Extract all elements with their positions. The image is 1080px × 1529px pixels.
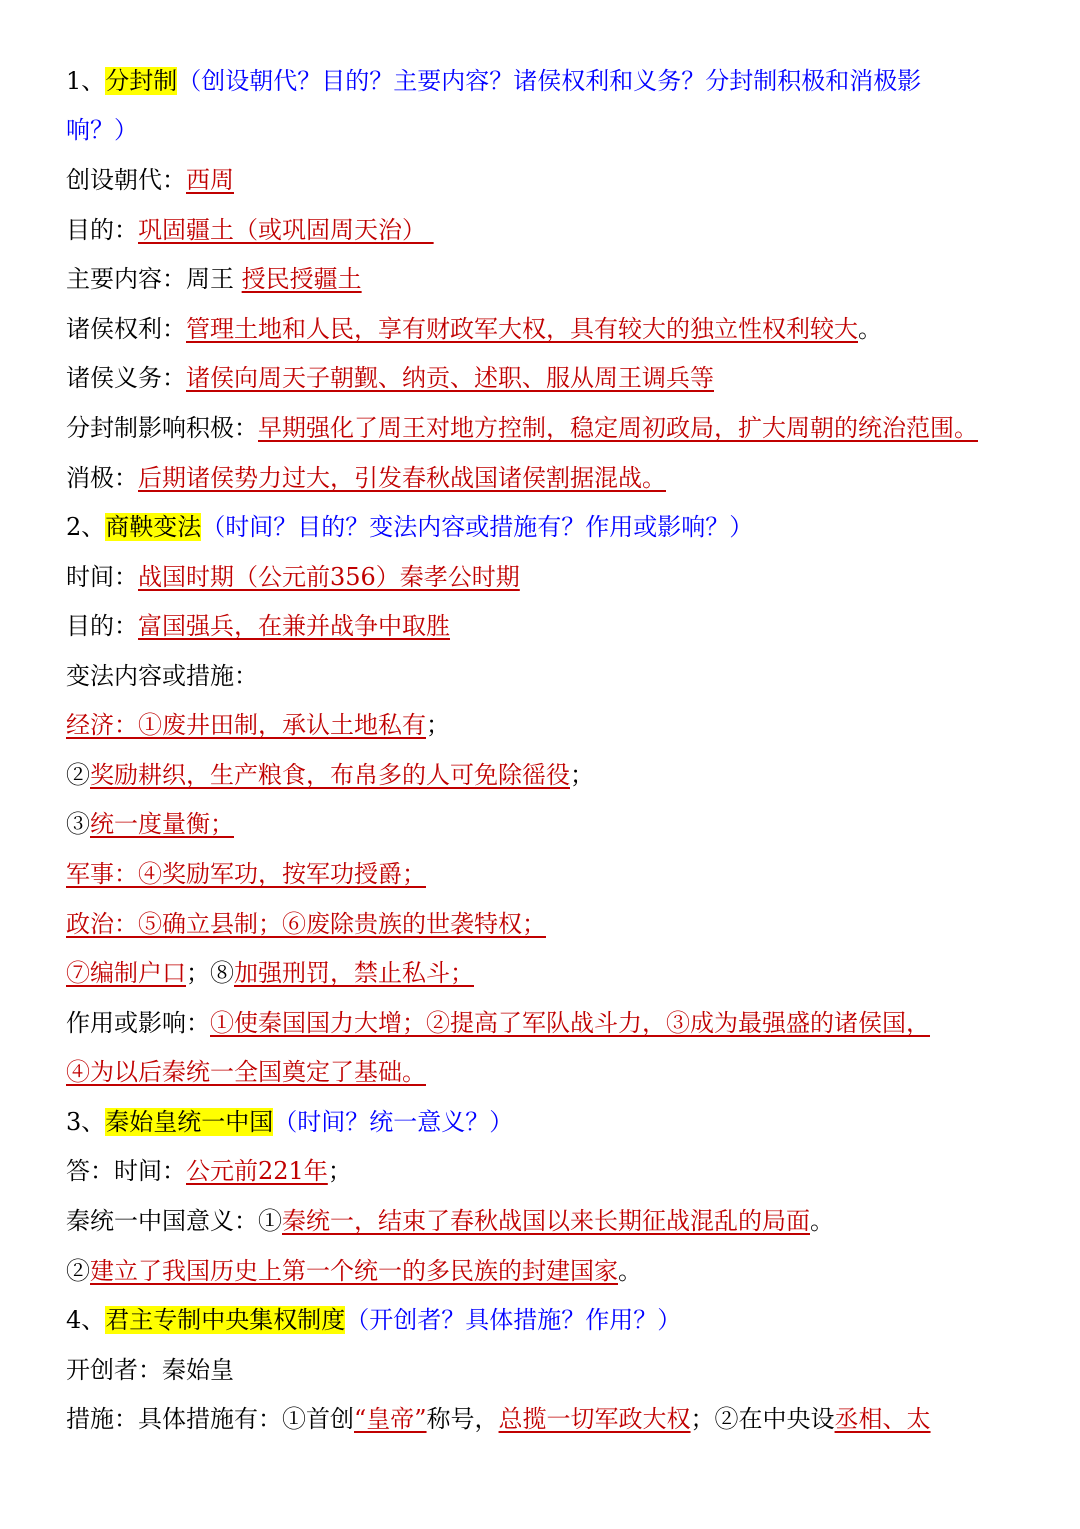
field-label: 创设朝代： [66,166,186,194]
section-4-heading [66,1300,681,1340]
field-label: 消极： [66,464,138,492]
item-number: ② [66,761,90,789]
item-number: ③ [66,810,90,838]
section-number: 2、 [66,513,106,541]
section-questions: （时间？统一意义？） [273,1108,514,1136]
punctuation: 。 [858,315,882,343]
answer-text: 巩固疆土（或巩固周天治） [138,216,426,244]
time-line [66,1151,352,1191]
answer-text: 军事：④奖励军功，按军功授爵； [66,860,426,888]
main-content-line [66,259,362,299]
answer-text: 后期诸侯势力过大，引发春秋战国诸侯割据混战。 [138,464,666,492]
answer-text: ④为以后秦统一全国奠定了基础。 [66,1058,426,1086]
field-label: 目的： [66,612,138,640]
field-label: 作用或影响： [66,1009,210,1037]
purpose-line [66,606,450,646]
founded-dynasty-line [66,160,234,200]
section-number: 1、 [66,67,106,95]
answer-text: 加强刑罚，禁止私斗； [234,959,474,987]
meaning-line-2 [66,1251,642,1291]
answer-text: 早期强化了周王对地方控制，稳定周初政局，扩大周朝的统治范围。 [258,414,978,442]
measure-economy-line [66,705,450,745]
answer-text: “皇帝” [354,1405,427,1433]
field-label: 措施：具体措施有：①首创 [66,1405,354,1433]
answer-text: ①使秦国国力大增；②提高了军队战斗力，③成为最强盛的诸侯国， [210,1009,930,1037]
answer-text: 富国强兵，在兼并战争中取胜 [138,612,450,640]
item-number: ② [66,1257,90,1285]
section-3-heading [66,1102,513,1142]
measure-military-line [66,854,426,894]
positive-impact-line [66,408,978,448]
item-number: ；⑧ [186,959,234,987]
section-title-highlight: 商鞅变法 [105,513,202,541]
section-questions-cont: 响？） [66,116,138,144]
measure-household-line [66,953,474,993]
answer-text: 建立了我国历史上第一个统一的多民族的封建国家 [90,1257,618,1285]
answer-text: 公元前221年 [186,1157,328,1185]
punctuation: ； [327,1157,352,1185]
field-label: 分封制影响积极： [66,414,258,442]
effect-line [66,1003,930,1043]
measure-politics-line [66,904,546,944]
field-label: 主要内容：周王 [66,265,242,293]
field-label: 称号， [426,1405,499,1433]
answer-text: 管理土地和人民，享有财政军大权，具有较大的独立性权利较大 [186,315,858,343]
vassal-duties-line [66,358,714,398]
section-title-highlight: 分封制 [105,67,178,95]
punctuation: 。 [810,1207,834,1235]
negative-impact-line [66,458,666,498]
measure-units-line [66,804,234,844]
meaning-line [66,1201,834,1241]
effect-line-cont [66,1052,426,1092]
measure-farming-line [66,755,594,795]
answer-text: 秦统一，结束了春秋战国以来长期征战混乱的局面 [282,1207,810,1235]
punctuation: 。 [618,1257,642,1285]
field-label: 变法内容或措施： [66,662,258,690]
field-label: 秦统一中国意义：① [66,1207,282,1235]
section-1-heading-cont [66,110,138,150]
measures-line [66,1399,931,1439]
field-label: 目的： [66,216,138,244]
measures-label-line [66,656,258,696]
answer-text: 授民授疆土 [241,265,362,293]
purpose-line [66,210,436,250]
answer-text: 经济：①废井田制，承认土地私有 [66,711,426,739]
punctuation: ； [570,761,594,789]
section-questions: （开创者？具体措施？作用？） [345,1306,682,1334]
field-label: ；②在中央设 [690,1405,835,1433]
answer-text: 诸侯向周天子朝觐、纳贡、述职、服从周王调兵等 [186,364,714,392]
field-label: 诸侯权利： [66,315,186,343]
field-label: 时间： [66,563,138,591]
time-line [66,557,520,597]
punctuation: ； [426,711,450,739]
answer-text: ⑦编制户口 [66,959,186,987]
section-2-heading [66,507,753,547]
answer-text: 丞相、太 [834,1405,931,1433]
field-label: 开创者：秦始皇 [66,1356,234,1384]
section-title-highlight: 君主专制中央集权制度 [105,1306,346,1334]
founder-line [66,1350,234,1390]
answer-text: 总揽一切军政大权 [498,1405,691,1433]
section-questions: （创设朝代？目的？主要内容？诸侯权利和义务？分封制积极和消极影 [177,67,922,95]
answer-text: 战国时期（公元前356）秦孝公时期 [138,563,520,591]
section-title-highlight: 秦始皇统一中国 [105,1108,274,1136]
section-number: 3、 [66,1108,106,1136]
field-label: 答：时间： [66,1157,186,1185]
answer-text: 统一度量衡； [90,810,234,838]
vassal-rights-line [66,309,882,349]
section-number: 4、 [66,1306,106,1334]
answer-text: 奖励耕织，生产粮食，布帛多的人可免除徭役 [90,761,570,789]
section-1-heading [66,61,921,101]
field-label: 诸侯义务： [66,364,186,392]
section-questions: （时间？目的？变法内容或措施有？作用或影响？） [201,513,754,541]
answer-text: 西周 [186,166,234,194]
answer-text: 政治：⑤确立县制；⑥废除贵族的世袭特权； [66,910,546,938]
